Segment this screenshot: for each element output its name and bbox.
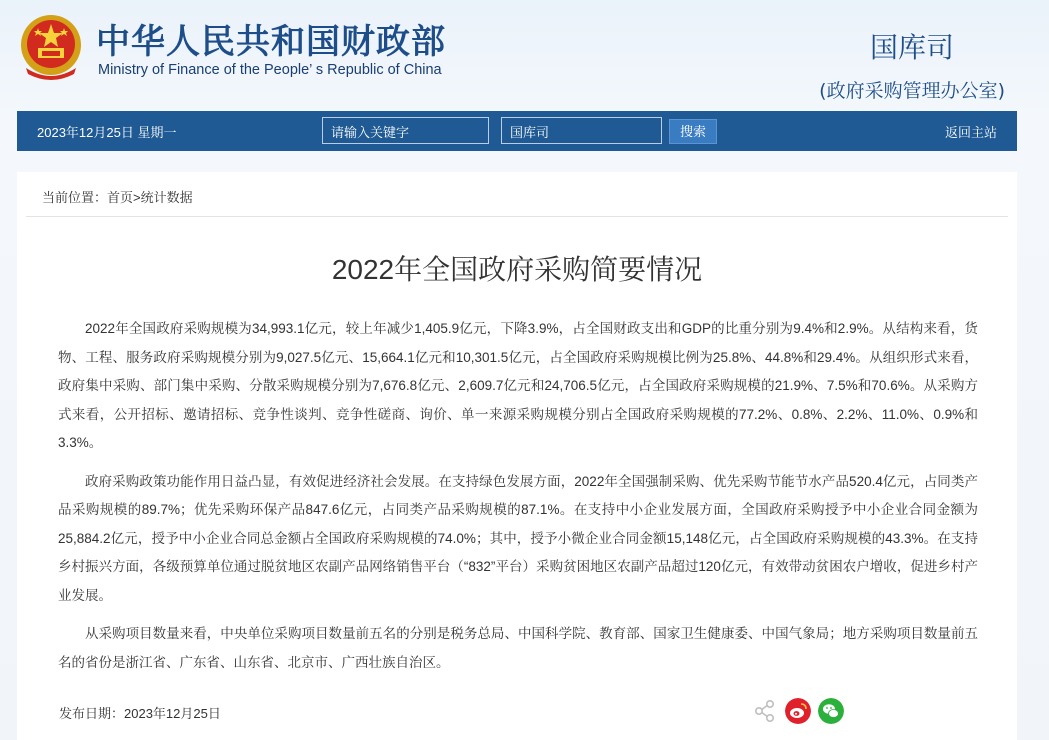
search-input[interactable]: 请输入关键字 — [322, 117, 489, 144]
breadcrumb[interactable]: 当前位置：首页>统计数据 — [42, 190, 193, 205]
article-card — [17, 172, 1017, 740]
article-body — [58, 315, 978, 687]
article-title: 2022年全国政府采购简要情况 — [331, 254, 703, 285]
article-paragraph: 2022年全国政府采购规模为34,993.1亿元，较上年减少1,405.9亿元，下降3.9%，占全国财政支出和GDP的比重分别为9.4%和2.9%。从结构来看，货物、工程、服务政府采购规模分别为9,027.5亿元、15,664.1亿元和10,301.5亿元，占全国政府采购规模比例为25.8%、44.8%和29.4%。从组织形式来看，政府集中采购、部门集中采购、分散采购规模分别为7,676.8亿元、2,609.7亿元和24,706.5亿元，占全国政府采购规模的21.9%、7.5%和70.6%。从采购方式来看，公开招标、邀请招标、竞争性谈判、竞争性磋商、询价、单一来源采购规模分别占全国政府采购规模的77.2%、0.8%、2.2%、11.0%、0.9%和3.3%。 — [58, 321, 978, 450]
weibo-icon[interactable] — [785, 698, 811, 724]
article-paragraph: 政府采购政策功能作用日益凸显，有效促进经济社会发展。在支持绿色发展方面，2022年全国强制采购、优先采购节能节水产品520.4亿元，占同类产品采购规模的89.7%；优先采购环保产品847.6亿元，占同类产品采购规模的87.1%。在支持中小企业发展方面，全国政府采购授予中小企业合同金额为25,884.2亿元，授予中小企业合同总金额占全国政府采购规模的74.0%；其中，授予小微企业合同金额15,148亿元，占全国政府采购规模的43.3%。在支持乡村振兴方面，各级预算单位通过脱贫地区农副产品网络销售平台（“832”平台）采购贫困地区农副产品超过120亿元，有效带动贫困农户增收，促进乡村产业发展。 — [58, 473, 978, 603]
search-button[interactable]: 搜索 — [669, 119, 717, 144]
national-emblem-icon — [18, 12, 84, 82]
share-icon[interactable] — [752, 698, 778, 724]
department-subtitle: (政府采购管理办公室) — [819, 80, 1005, 102]
publish-date: 发布日期：2023年12月25日 — [59, 706, 221, 721]
site-title-en: Ministry of Finance of the People’ s Republic of China — [98, 62, 442, 78]
return-home-link[interactable]: 返回主站 — [944, 125, 997, 140]
site-title-cn: 中华人民共和国财政部 — [96, 22, 446, 62]
article-paragraph: 从采购项目数量来看，中央单位采购项目数量前五名的分别是税务总局、中国科学院、教育部、国家卫生健康委、中国气象局；地方采购项目数量前五名的省份是浙江省、广东省、山东省、北京市、广西壮族自治区。 — [58, 626, 978, 670]
divider — [26, 216, 1008, 217]
department-name: 国库司 — [869, 31, 954, 64]
top-navbar — [17, 111, 1017, 151]
site-header — [0, 0, 1049, 110]
search-scope-select[interactable]: 国库司 — [501, 117, 662, 144]
wechat-icon[interactable] — [818, 698, 844, 724]
current-date: 2023年12月25日 星期一 — [37, 125, 177, 140]
